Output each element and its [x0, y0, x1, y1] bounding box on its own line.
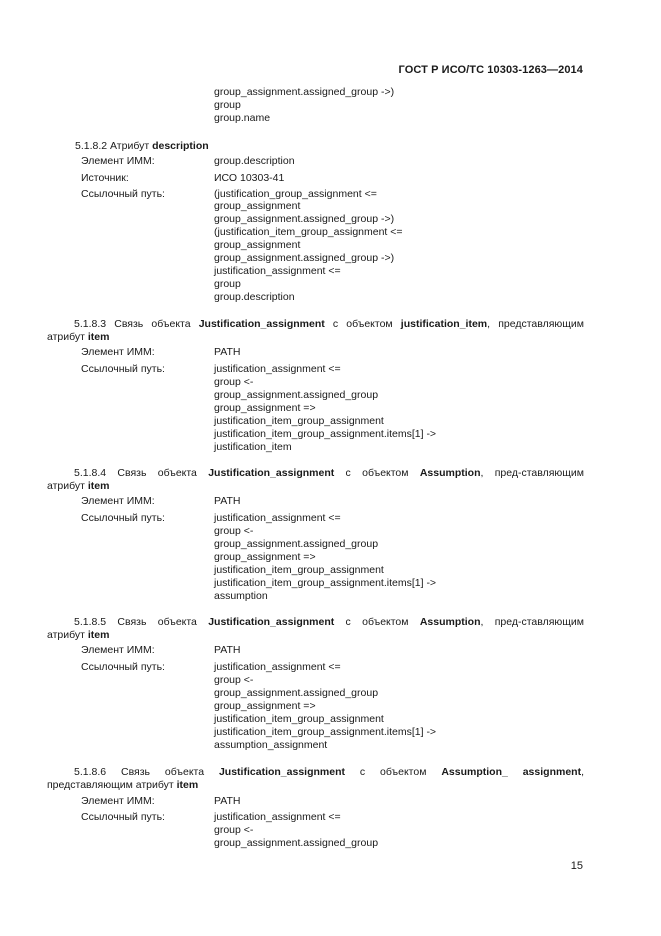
path-line: group <- [214, 525, 254, 537]
path-line: justification_item_group_assignment.items[1] -> [214, 577, 437, 589]
path-line: (justification_item_group_assignment <= [214, 226, 403, 238]
field-label: Ссылочный путь: [81, 363, 165, 375]
field-value: PATH [214, 644, 241, 656]
section-heading: 5.1.8.6 Связь объекта Justification_assignment с объектом Assumption_ assignment, [74, 766, 584, 778]
path-line: group_assignment.assigned_group ->) [214, 213, 395, 225]
field-value: PATH [214, 346, 241, 358]
path-line: group <- [214, 674, 254, 686]
path-line: group_assignment.assigned_group [214, 687, 379, 699]
path-line: group.name [214, 112, 271, 124]
path-line: group_assignment.assigned_group ->) [214, 252, 395, 264]
path-line: assumption_assignment [214, 739, 328, 751]
page-number: 15 [570, 860, 583, 872]
section-heading: 5.1.8.2 Атрибут description [75, 140, 209, 152]
field-label: Ссылочный путь: [81, 811, 165, 823]
path-line: justification_item_group_assignment.items[1] -> [214, 726, 437, 738]
path-line: justification_item_group_assignment [214, 564, 384, 576]
path-line: group <- [214, 824, 254, 836]
field-value: ИСО 10303-41 [214, 172, 285, 184]
field-value: group.description [214, 155, 295, 167]
path-line: justification_item_group_assignment.items[1] -> [214, 428, 437, 440]
path-line: justification_item_group_assignment [214, 713, 384, 725]
path-line: group.description [214, 291, 295, 303]
field-value: justification_assignment <= [214, 512, 341, 524]
path-line: group_assignment => [214, 402, 316, 414]
field-label: Элемент ИММ: [81, 495, 155, 507]
field-label: Ссылочный путь: [81, 188, 165, 200]
section-heading-cont: представляющим атрибут item [47, 779, 199, 791]
path-line: group <- [214, 376, 254, 388]
section-heading-cont: атрибут item [47, 480, 110, 492]
path-line: justification_item_group_assignment [214, 415, 384, 427]
path-line: group_assignment.assigned_group ->) [214, 86, 395, 98]
path-line: assumption [214, 590, 268, 602]
field-value: justification_assignment <= [214, 811, 341, 823]
field-label: Элемент ИММ: [81, 644, 155, 656]
path-line: group [214, 278, 241, 290]
field-label: Ссылочный путь: [81, 512, 165, 524]
section-heading: 5.1.8.5 Связь объекта Justification_assignment с объектом Assumption, пред-ставляющим [74, 616, 584, 628]
path-line: group_assignment => [214, 551, 316, 563]
section-heading: 5.1.8.4 Связь объекта Justification_assignment с объектом Assumption, пред-ставляющим [74, 467, 584, 479]
field-label: Элемент ИММ: [81, 155, 155, 167]
field-label: Элемент ИММ: [81, 346, 155, 358]
field-value: PATH [214, 495, 241, 507]
path-line: group_assignment.assigned_group [214, 389, 379, 401]
path-line: group [214, 99, 241, 111]
field-label: Источник: [81, 172, 129, 184]
path-line: justification_assignment <= [214, 265, 341, 277]
field-label: Элемент ИММ: [81, 795, 155, 807]
field-value: justification_assignment <= [214, 661, 341, 673]
field-value: (justification_group_assignment <= [214, 188, 377, 200]
path-line: group_assignment => [214, 700, 316, 712]
section-heading-cont: атрибут item [47, 331, 110, 343]
path-line: justification_item [214, 441, 292, 453]
field-value: justification_assignment <= [214, 363, 341, 375]
path-line: group_assignment [214, 239, 301, 251]
path-line: group_assignment.assigned_group [214, 837, 379, 849]
field-label: Ссылочный путь: [81, 661, 165, 673]
path-line: group_assignment [214, 200, 301, 212]
path-line: group_assignment.assigned_group [214, 538, 379, 550]
section-heading-cont: атрибут item [47, 629, 110, 641]
field-value: PATH [214, 795, 241, 807]
document-header: ГОСТ Р ИСО/ТС 10303-1263—2014 [398, 64, 583, 76]
section-heading: 5.1.8.3 Связь объекта Justification_assignment с объектом justification_item, представляющим [74, 318, 584, 330]
